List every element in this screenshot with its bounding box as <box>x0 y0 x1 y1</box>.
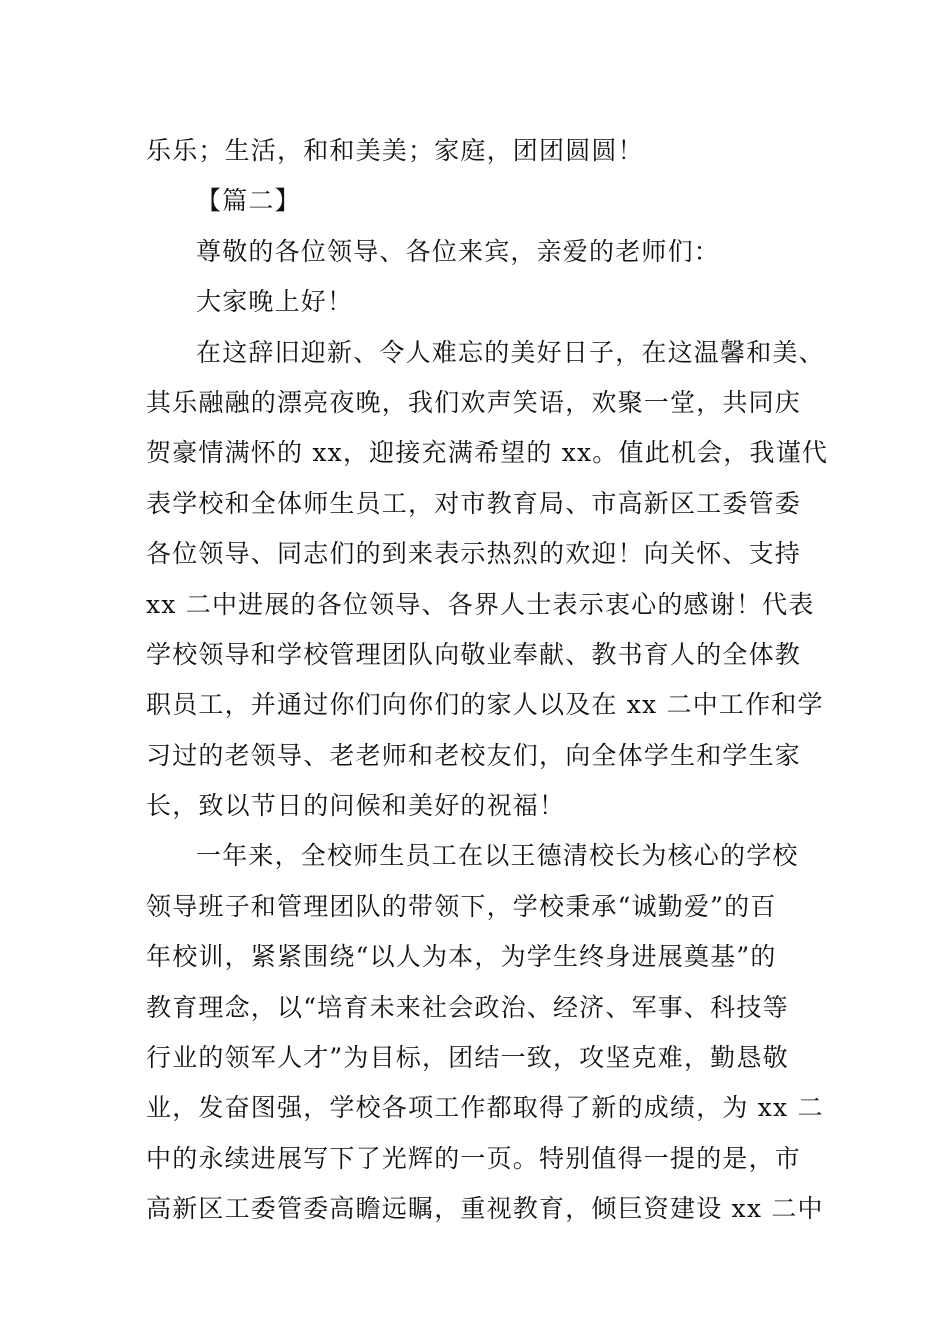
paragraph-line: xx 二中进展的各位领导、各界人士表示衷心的感谢！代表 <box>146 589 815 619</box>
paragraph-line: 领导班子和管理团队的带领下，学校秉承“诚勤爱”的百 <box>146 891 777 921</box>
paragraph-line: 各位领导、同志们的到来表示热烈的欢迎！向关怀、支持 <box>146 539 802 569</box>
salutation-line: 尊敬的各位领导、各位来宾，亲爱的老师们： <box>196 236 721 266</box>
paragraph-line: 中的永续进展写下了光辉的一页。特别值得一提的是，市 <box>146 1143 802 1173</box>
greeting-line: 大家晚上好！ <box>196 287 354 317</box>
paragraph-line: 高新区工委管委高瞻远瞩，重视教育，倾巨资建设 xx 二中 <box>146 1194 824 1224</box>
paragraph-line: 表学校和全体师生员工，对市教育局、市高新区工委管委 <box>146 488 802 518</box>
document-body <box>146 126 829 1235</box>
paragraph-line: 业，发奋图强，学校各项工作都取得了新的成绩，为 xx 二 <box>146 1093 824 1123</box>
paragraph-line: 一年来，全校师生员工在以王德清校长为核心的学校 <box>196 841 799 871</box>
paragraph-line: 其乐融融的漂亮夜晚，我们欢声笑语，欢聚一堂，共同庆 <box>146 387 802 417</box>
paragraph-line: 教育理念，以“培育未来社会政治、经济、军事、科技等 <box>146 992 789 1022</box>
paragraph-line: 职员工，并通过你们向你们的家人以及在 xx 二中工作和学 <box>146 690 824 720</box>
section-heading: 【篇二】 <box>196 186 301 216</box>
paragraph-line: 年校训，紧紧围绕“以人为本，为学生终身进展奠基”的 <box>146 942 777 972</box>
paragraph-line: 在这辞旧迎新、令人难忘的美好日子，在这温馨和美、 <box>196 337 825 367</box>
paragraph-line: 学校领导和学校管理团队向敬业奉献、教书育人的全体教 <box>146 639 802 669</box>
paragraph-line: 行业的领军人才”为目标，团结一致，攻坚克难，勤恳敬 <box>146 1043 789 1073</box>
paragraph-line: 贺豪情满怀的 xx，迎接充满希望的 xx。值此机会，我谨代 <box>146 438 829 468</box>
paragraph-line: 乐乐；生活，和和美美；家庭，团团圆圆！ <box>146 136 644 165</box>
paragraph-line: 长，致以节日的问候和美好的祝福！ <box>146 791 566 821</box>
paragraph-line: 习过的老领导、老老师和老校友们，向全体学生和学生家 <box>146 740 802 770</box>
